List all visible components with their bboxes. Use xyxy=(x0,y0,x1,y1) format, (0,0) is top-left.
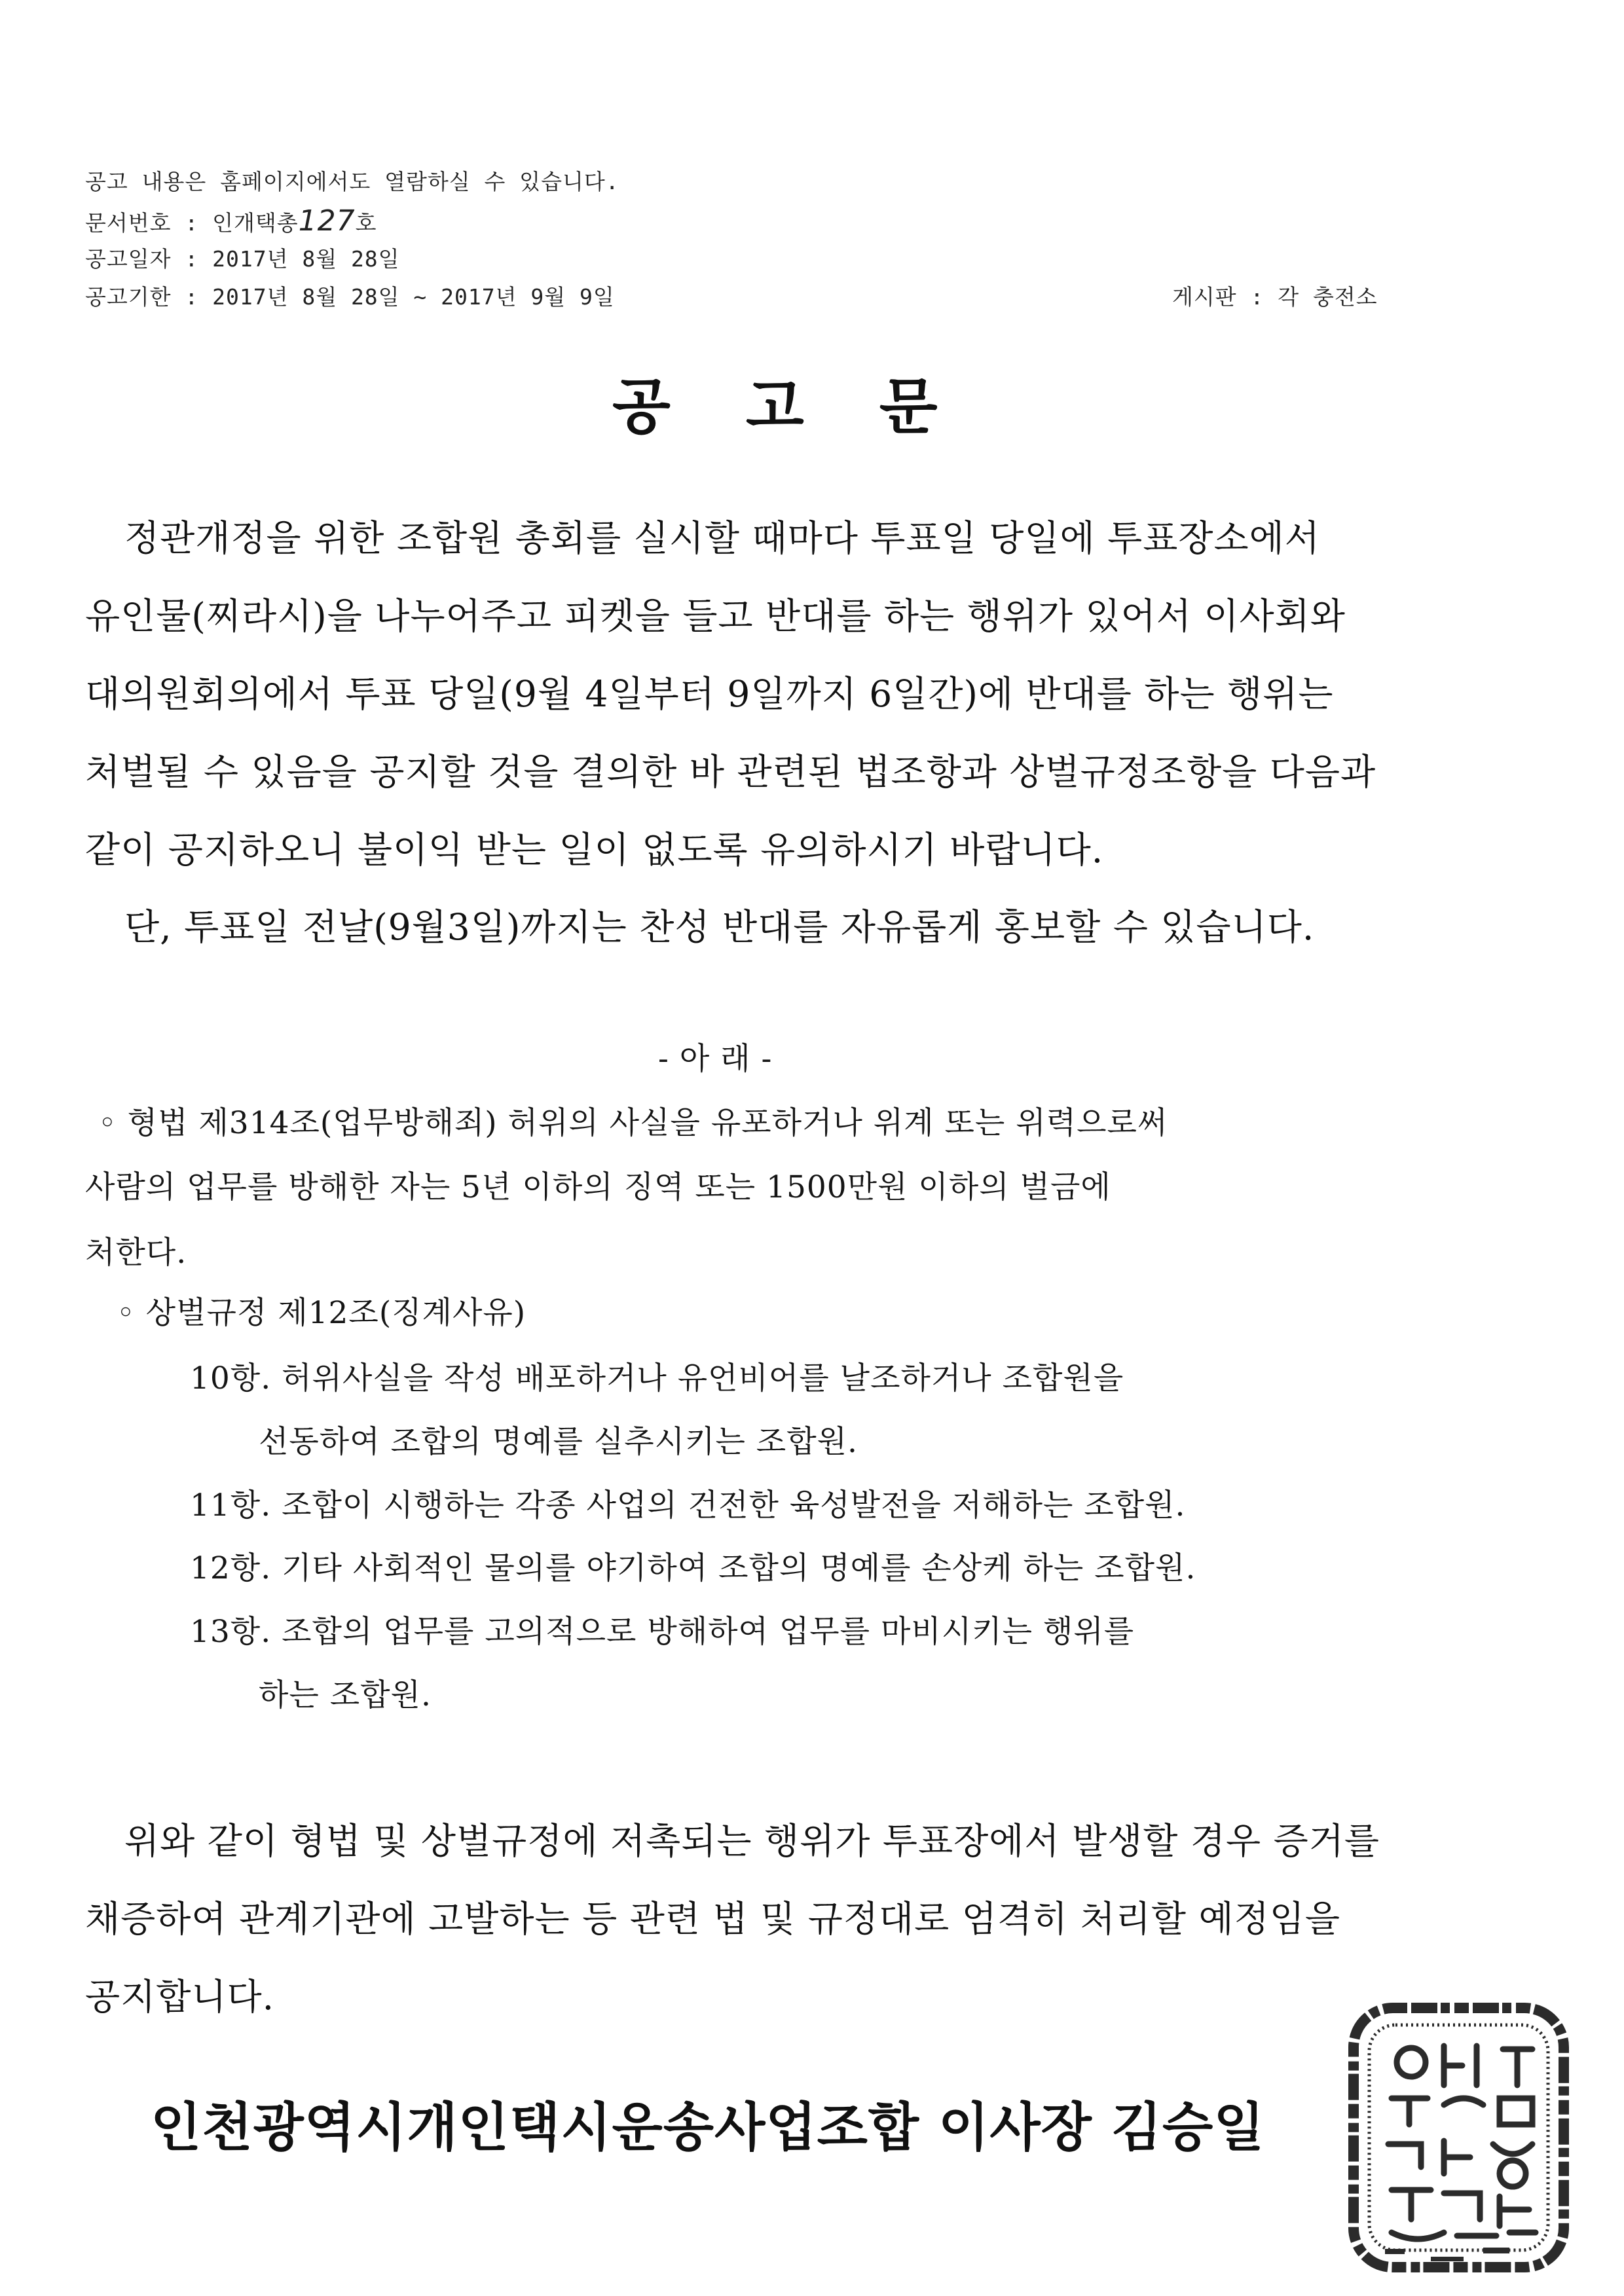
notice-period: 공고기한 : 2017년 8월 28일 ~ 2017년 9월 9일 xyxy=(85,284,615,310)
closing-line: 채증하여 관계기관에 고발하는 등 관련 법 및 규정대로 엄격히 처리할 예정임을 xyxy=(85,1898,1340,1940)
official-seal-icon xyxy=(1346,2000,1572,2275)
criminal-law-line: 처한다. xyxy=(85,1235,187,1271)
notice-date: 공고일자 : 2017년 8월 28일 xyxy=(85,246,400,272)
paragraph-line: 대의원회의에서 투표 당일(9월 4일부터 9일까지 6일간)에 반대를 하는 행위는 xyxy=(85,673,1334,715)
document-number-suffix: 호 xyxy=(355,210,377,236)
document-number-handwritten: 127 xyxy=(298,204,356,238)
regulation-item: 선동하여 조합의 명예를 실추시키는 조합원. xyxy=(259,1424,858,1460)
criminal-law-line: ◦ 형법 제314조(업무방해죄) 허위의 사실을 유포하거나 위계 또는 위력으로써 xyxy=(98,1105,1168,1141)
paragraph-line: 같이 공지하오니 불이익 받는 일이 없도록 유의하시기 바랍니다. xyxy=(85,829,1104,871)
regulation-item: 10항. 허위사실을 작성 배포하거나 유언비어를 날조하거나 조합원을 xyxy=(190,1360,1124,1396)
regulation-item: 13항. 조합의 업무를 고의적으로 방해하여 업무를 마비시키는 행위를 xyxy=(190,1614,1135,1650)
posting-board: 게시판 : 각 충전소 xyxy=(1172,284,1378,310)
paragraph-line: 정관개정을 위한 조합원 총회를 실시할 때마다 투표일 당일에 투표장소에서 xyxy=(124,517,1320,559)
below-heading: - 아 래 - xyxy=(658,1041,773,1077)
regulation-item: 11항. 조합이 시행하는 각종 사업의 건전한 육성발전을 저해하는 조합원. xyxy=(190,1487,1186,1523)
closing-line: 위와 같이 형법 및 상벌규정에 저촉되는 행위가 투표장에서 발생할 경우 증거를 xyxy=(124,1820,1380,1862)
paragraph-line: 유인물(찌라시)을 나누어주고 피켓을 들고 반대를 하는 행위가 있어서 이사회와 xyxy=(85,595,1346,637)
regulation-heading: ◦ 상벌규정 제12조(징계사유) xyxy=(117,1295,526,1331)
document-number xyxy=(85,204,377,238)
regulation-item: 12항. 기타 사회적인 물의를 야기하여 조합의 명예를 손상케 하는 조합원. xyxy=(190,1550,1196,1586)
homepage-note: 공고 내용은 홈페이지에서도 열람하실 수 있습니다. xyxy=(85,169,619,194)
closing-line: 공지합니다. xyxy=(85,1976,275,2018)
paragraph-line: 단, 투표일 전날(9월3일)까지는 찬성 반대를 자유롭게 홍보할 수 있습니다. xyxy=(124,906,1315,948)
paragraph-line: 처벌될 수 있음을 공지할 것을 결의한 바 관련된 법조항과 상벌규정조항을 다음과 xyxy=(85,751,1376,793)
signature: 인천광역시개인택시운송사업조합 이사장 김승일 xyxy=(151,2096,1265,2158)
criminal-law-line: 사람의 업무를 방해한 자는 5년 이하의 징역 또는 1500만원 이하의 벌금에 xyxy=(85,1169,1111,1205)
regulation-item: 하는 조합원. xyxy=(259,1677,432,1713)
page-title: 공고문 xyxy=(612,371,1013,442)
document-number-prefix: 문서번호 : 인개택총 xyxy=(85,210,299,236)
